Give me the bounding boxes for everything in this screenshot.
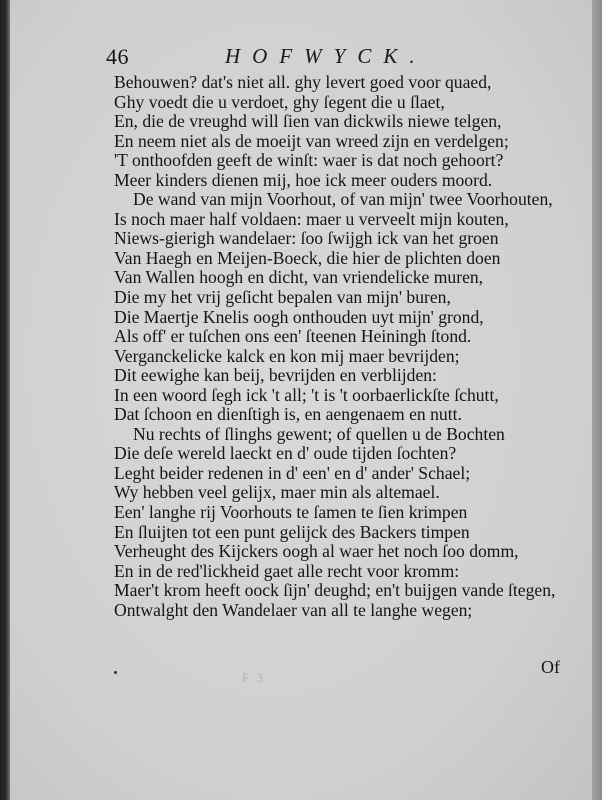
verse-line: Is noch maer half voldaen: maer u verveelt mijn kouten, <box>114 208 509 229</box>
verse-line: Niews-gierigh wandelaer: ſoo ſwijgh ick van het groen <box>114 228 499 249</box>
verse-line: In een woord ſegh ick 't all; 't is 't oorbaerlickſte ſchutt, <box>114 384 499 405</box>
verse-line: Van Wallen hoogh en dicht, van vriendelicke muren, <box>114 267 484 288</box>
verse-line: Verheught des Kijckers oogh al waer het noch ſoo domm, <box>114 541 519 562</box>
verse-line: Als off' er tuſchen ons een' ſteenen Heiningh ſtond. <box>114 326 472 347</box>
verse-line: En in de red'lickheid gaet alle recht voor kromm: <box>114 560 460 581</box>
verse-line: Van Haegh en Meijen-Boeck, die hier de plichten doen <box>114 247 501 268</box>
ink-speck <box>114 671 117 674</box>
verse-line: Behouwen? dat's niet all. ghy levert goed voor quaed, <box>114 72 492 92</box>
catchword: Of <box>541 657 560 677</box>
verse-line: Die deſe wereld laeckt en d' oude tijden ſochten? <box>114 443 457 464</box>
verse-line: Ontwalght den Wandelaer van all te langhe wegen; <box>114 599 473 620</box>
verse-line: Nu rechts of ſlinghs gewent; of quellen u de Bochten <box>133 423 505 444</box>
verse-line: Dat ſchoon en dienſtigh is, en aengenaem en nutt. <box>114 404 462 425</box>
verse-line: Een' langhe rij Voorhouts te ſamen te ſien krimpen <box>114 502 468 523</box>
verse-line: Dit eewighe kan beij, bevrijden en verblijden: <box>114 365 437 386</box>
verse-line: Die Maertje Knelis oogh onthouden uyt mijn' grond, <box>114 306 484 327</box>
verse-line: En neem niet als de moeijt van wreed zijn en verdelgen; <box>114 130 509 151</box>
verse-line: Maer't krom heeft oock ſijn' deughd; en't buijgen vande ſtegen, <box>114 580 556 601</box>
verse-line: Ghy voedt die u verdoet, ghy ſegent die u ſlaet, <box>114 91 445 112</box>
running-head: HOFWYCK. <box>225 44 427 68</box>
book-page <box>10 0 592 800</box>
verse-lines <box>113 73 573 620</box>
verse-line: En ſluijten tot een punt gelijck des Backers timpen <box>114 521 470 542</box>
signature-mark: F 3 <box>242 670 265 685</box>
verse-line: Leght beider redenen in d' een' en d' ander' Schael; <box>114 462 471 483</box>
verse-line: De wand van mijn Voorhout, of van mijn' twee Voorhouten, <box>133 189 553 210</box>
verse-line: Die my het vrij geſicht bepalen van mijn' buren, <box>114 287 451 308</box>
verse-line: Meer kinders dienen mij, hoe ick meer ouders moord. <box>114 169 493 190</box>
page-number: 46 <box>106 44 129 69</box>
verse-line: En, die de vreughd will ſien van dickwils niewe telgen, <box>114 111 502 132</box>
verse-line: Wy hebben veel gelijx, maer min als altemael. <box>114 482 440 503</box>
verse-line: 'T onthoofden geeft de winſt: waer is dat noch gehoort? <box>114 150 504 171</box>
verse-line: Verganckelicke kalck en kon mij maer bevrijden; <box>114 345 460 366</box>
